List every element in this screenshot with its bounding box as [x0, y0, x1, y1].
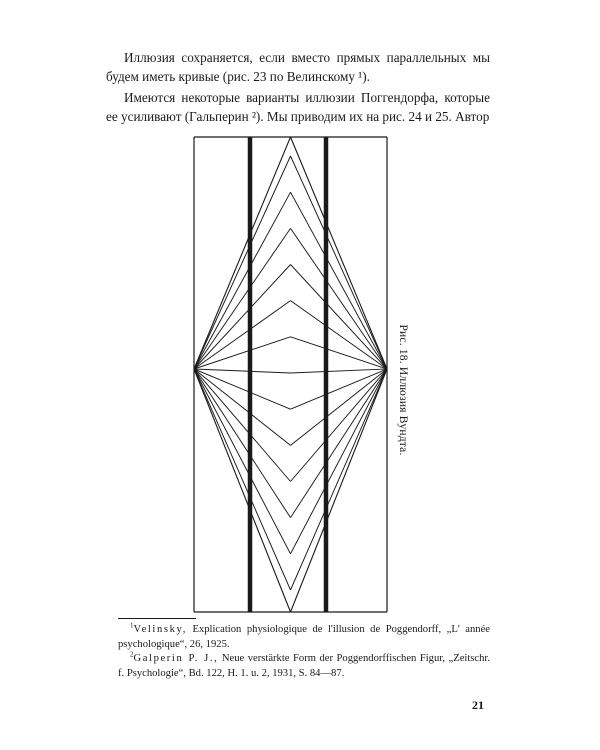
- fan-line: [291, 228, 388, 369]
- fan-line: [194, 369, 291, 482]
- footnote-1: [118, 623, 490, 652]
- diamond-edge: [291, 137, 388, 369]
- fan-line: [291, 156, 388, 369]
- fan-line: [291, 369, 388, 554]
- footnote-2-marker: 2: [130, 650, 134, 659]
- diamond-edge: [194, 369, 291, 612]
- fan-line: [291, 369, 388, 518]
- footnote-1-author: Velinsky,: [133, 624, 187, 635]
- fan-line: [194, 369, 291, 445]
- fan-line: [291, 369, 388, 482]
- fan-line: [194, 369, 291, 373]
- footnote-rule: [118, 618, 196, 619]
- fan-line: [194, 228, 291, 369]
- footnote-2-author: Galperin P. J.,: [133, 653, 219, 664]
- footnote-2-text: Neue verstärkte Form der Poggendorffischen Figur, „Zeitschr. f. Psychologie“, Bd. 122, H. 1. u. 2, 1931, S. 84—87.: [118, 653, 491, 679]
- fan-line: [291, 369, 388, 373]
- fan-line: [194, 156, 291, 369]
- fan-line: [291, 369, 388, 590]
- body-paragraph-2: Имеются некоторые варианты иллюзии Поггендорфа, которые ее усиливают (Гальперин ²). Мы приводим их на рис. 24 и 25. Автор: [106, 90, 490, 124]
- page-number: 21: [472, 698, 484, 712]
- fan-line: [194, 369, 291, 590]
- body-paragraph-1: Иллюзия сохраняется, если вместо прямых параллельных мы будем иметь кривые (рис. 23 по Велинскому ¹).: [106, 50, 490, 84]
- figure-caption: Рис. 18. Иллюзия Вундта.: [397, 324, 409, 456]
- diamond-edge: [194, 137, 291, 369]
- fan-line: [291, 369, 388, 445]
- diamond-edge: [291, 369, 388, 612]
- footnote-1-text: Explication physiologique de l'illusion de Poggendorff, „L' année psychologique“, 26, 1925.: [118, 624, 490, 650]
- footnote-1-marker: 1: [130, 621, 134, 630]
- fan-line: [194, 369, 291, 554]
- footnote-2: [118, 652, 490, 681]
- fan-line: [194, 369, 291, 518]
